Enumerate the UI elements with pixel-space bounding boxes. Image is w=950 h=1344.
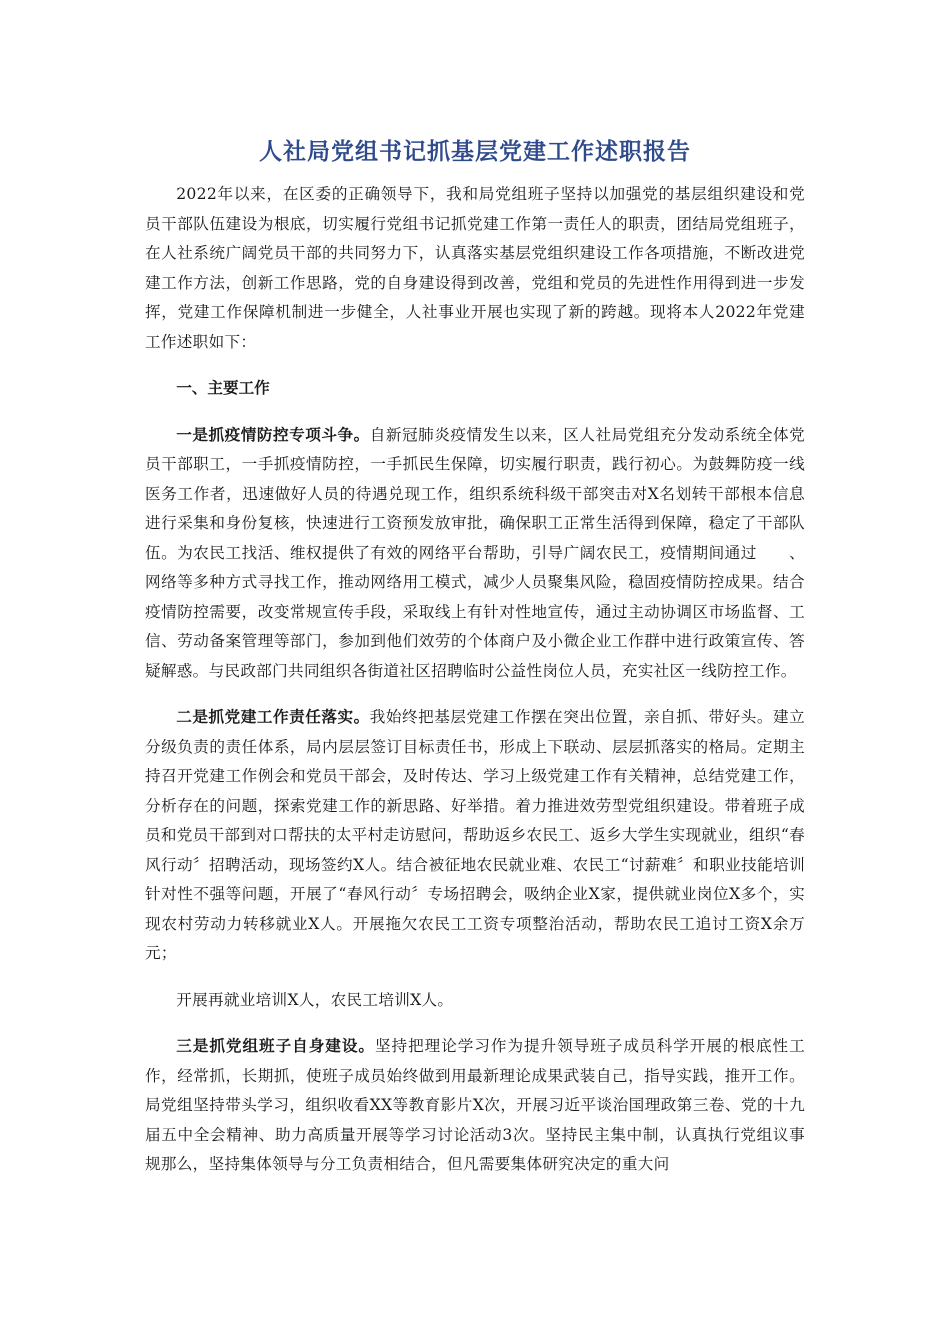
paragraph-lead: 二是抓党建工作责任落实。 bbox=[176, 708, 370, 726]
paragraph-epidemic-control bbox=[145, 421, 805, 687]
paragraph-party-responsibility bbox=[145, 703, 805, 969]
intro-paragraph: 2022年以来，在区委的正确领导下，我和局党组班子坚持以加强党的基层组织建设和党员干部队伍建设为根底，切实履行党组书记抓党建工作第一责任人的职责，团结局党组班子，在人社系统广阔党员干部的共同努力下，认真落实基层党组织建设工作各项措施，不断改进党建工作方法，创新工作思路，党的自身建设得到改善，党组和党员的先进性作用得到进一步发挥，党建工作保障机制进一步健全，人社事业开展也实现了新的跨越。现将本人2022年党建工作述职如下： bbox=[145, 185, 805, 351]
paragraph-lead: 一是抓疫情防控专项斗争。 bbox=[176, 425, 370, 444]
document-page bbox=[145, 120, 805, 1180]
section-heading-main-work: 一、主要工作 bbox=[176, 379, 270, 397]
paragraph-training: 开展再就业培训X人，农民工培训X人。 bbox=[176, 990, 454, 1009]
paragraph-body: 我始终把基层党建工作摆在突出位置，亲自抓、带好头。建立分级负责的责任体系，局内层层签订目标责任书，形成上下联动、层层抓落实的格局。定期主持召开党建工作例会和党员干部会，及时传达、学习上级党建工作有关精神，总结党建工作，分析存在的问题，探索党建工作的新思路、好举措。着力推进效劳型党组织建设。带着班子成员和党员干部到对口帮扶的太平村走访慰问，帮助返乡农民工、返乡大学生实现就业，组织“春风行动〞招聘活动，现场签约X人。结合被征地农民就业难、农民工“讨薪难〞和职业技能培训针对性不强等问题，开展了“春风行动〞专场招聘会，吸纳企业X家，提供就业岗位X多个，实现农村劳动力转移就业X人。开展拖欠农民工工资专项整治活动，帮助农民工追讨工资X余万元； bbox=[145, 708, 805, 962]
paragraph-team-building bbox=[145, 1032, 805, 1180]
page-title: 人社局党组书记抓基层党建工作述职报告 bbox=[259, 139, 691, 165]
paragraph-body: 自新冠肺炎疫情发生以来，区人社局党组充分发动系统全体党员干部职工，一手抓疫情防控，一手抓民生保障，切实履行职责，践行初心。为鼓舞防疫一线医务工作者，迅速做好人员的待遇兑现工作，组织系统科级干部突击对X名划转干部根本信息进行采集和身份复核，快速进行工资预发放审批，确保职工正常生活得到保障，稳定了干部队伍。为农民工找活、维权提供了有效的网络平台帮助，引导广阔农民工，疫情期间通过 、网络等多种方式寻找工作，推动网络用工模式，减少人员聚集风险，稳固疫情防控成果。结合疫情防控需要，改变常规宣传手段，采取线上有针对性地宣传，通过主动协调区市场监督、工信、劳动备案管理等部门，参加到他们效劳的个体商户及小微企业工作群中进行政策宣传、答疑解惑。与民政部门共同组织各街道社区招聘临时公益性岗位人员，充实社区一线防控工作。 bbox=[145, 425, 805, 680]
paragraph-lead: 三是抓党组班子自身建设。 bbox=[176, 1037, 375, 1055]
paragraph-body: 坚持把理论学习作为提升领导班子成员科学开展的根底性工作，经常抓，长期抓，使班子成员始终做到用最新理论成果武装自己，指导实践，推开工作。局党组坚持带头学习，组织收看XX等教育影片X次，开展习近平谈治国理政第三卷、党的十九届五中全会精神、助力高质量开展等学习讨论活动3次。坚持民主集中制，认真执行党组议事规那么，坚持集体领导与分工负责相结合，但凡需要集体研究决定的重大问 bbox=[145, 1037, 805, 1173]
